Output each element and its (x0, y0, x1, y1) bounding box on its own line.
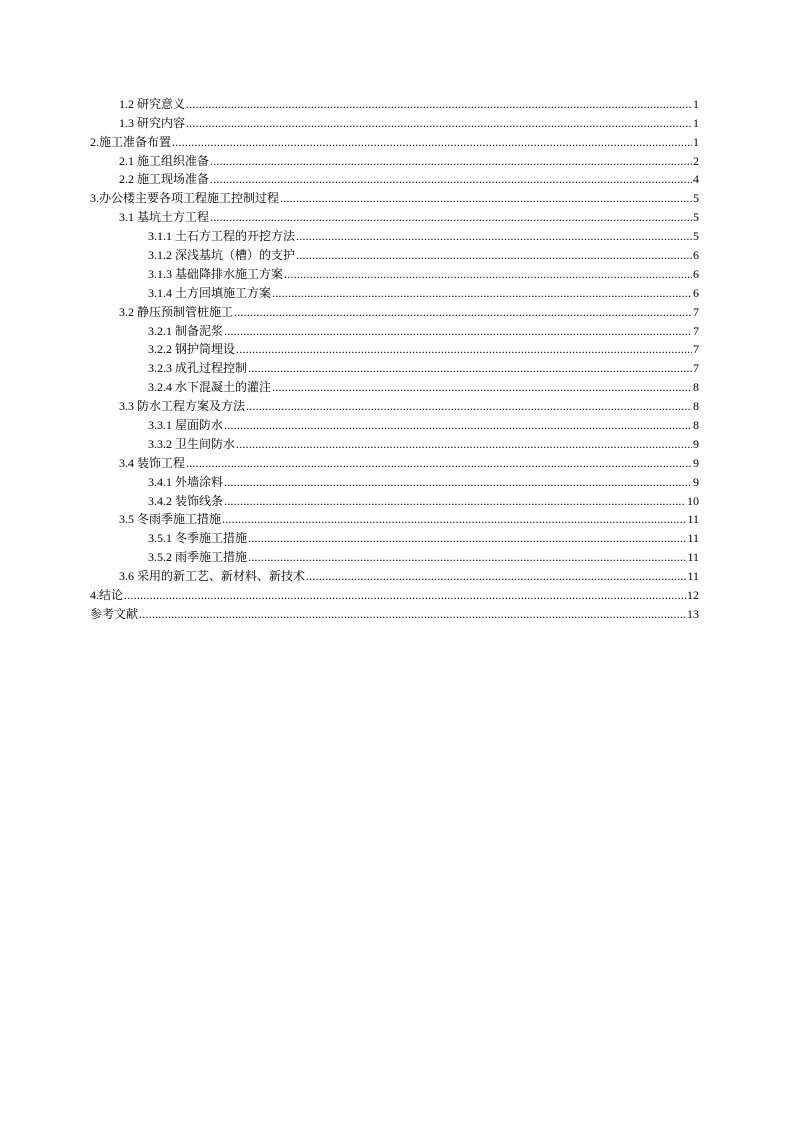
toc-entry[interactable] (90, 375, 699, 394)
toc-entry-title: 3.5.1 冬季施工措施 (148, 531, 248, 546)
toc-entry-title: 2.2 施工现场准备 (119, 172, 210, 187)
toc-entry-page-number: 8 (693, 380, 699, 395)
toc-entry-title: 3.2.2 钢护筒埋设 (148, 342, 236, 357)
toc-entry[interactable] (90, 262, 699, 281)
toc-dot-leader (284, 267, 692, 281)
toc-entry-page-number: 11 (687, 512, 699, 527)
toc-entry-title: 3.3.1 屋面防水 (148, 418, 224, 433)
toc-dot-leader (296, 229, 692, 243)
toc-dot-leader (224, 418, 692, 432)
toc-entry-page-number: 11 (687, 550, 699, 565)
toc-entry[interactable] (90, 300, 699, 319)
toc-dot-leader (234, 305, 692, 319)
toc-entry-title: 3.2.4 水下混凝土的灌注 (148, 380, 272, 395)
toc-dot-leader (248, 361, 692, 375)
toc-dot-leader (272, 286, 692, 300)
toc-entry[interactable] (90, 545, 699, 564)
toc-entry[interactable] (90, 243, 699, 262)
toc-dot-leader (246, 399, 692, 413)
toc-entry-title: 3.4 装饰工程 (119, 455, 186, 470)
toc-entry[interactable] (90, 470, 699, 489)
toc-entry[interactable] (90, 130, 699, 149)
toc-entry-title: 3.2.1 制备泥浆 (148, 323, 224, 338)
toc-dot-leader (236, 342, 692, 356)
toc-entry[interactable] (90, 602, 699, 621)
toc-entry-page-number: 11 (687, 531, 699, 546)
toc-dot-leader (210, 172, 692, 186)
toc-entry-title: 3.5 冬雨季施工措施 (119, 512, 222, 527)
toc-entry[interactable] (90, 451, 699, 470)
toc-entry-title: 3.1 基坑土方工程 (119, 210, 210, 225)
toc-dot-leader (296, 248, 692, 262)
toc-entry-page-number: 7 (693, 342, 699, 357)
toc-entry[interactable] (90, 186, 699, 205)
toc-entry[interactable] (90, 413, 699, 432)
toc-dot-leader (224, 475, 692, 489)
toc-entry[interactable] (90, 526, 699, 545)
table-of-contents (90, 92, 699, 621)
toc-entry-page-number: 10 (687, 493, 699, 508)
toc-entry-page-number: 7 (693, 361, 699, 376)
toc-entry[interactable] (90, 319, 699, 338)
toc-entry-page-number: 13 (687, 606, 699, 621)
toc-dot-leader (124, 588, 686, 602)
toc-entry-title: 1.3 研究内容 (119, 115, 186, 130)
toc-entry-page-number: 8 (693, 399, 699, 414)
toc-entry-title: 3.6 采用的新工艺、新材料、新技术 (119, 569, 306, 584)
toc-entry[interactable] (90, 92, 699, 111)
toc-entry[interactable] (90, 564, 699, 583)
toc-dot-leader (306, 569, 686, 583)
toc-entry-title: 3.3.2 卫生间防水 (148, 436, 236, 451)
toc-entry-page-number: 6 (693, 285, 699, 300)
toc-entry[interactable] (90, 583, 699, 602)
toc-dot-leader (210, 154, 692, 168)
toc-entry-page-number: 1 (693, 115, 699, 130)
toc-entry-title: 3.1.1 土石方工程的开挖方法 (148, 229, 296, 244)
toc-entry-page-number: 5 (693, 210, 699, 225)
toc-entry-page-number: 8 (693, 418, 699, 433)
toc-dot-leader (222, 512, 686, 526)
toc-entry-page-number: 4 (693, 172, 699, 187)
toc-entry-page-number: 1 (693, 134, 699, 149)
toc-entry[interactable] (90, 149, 699, 168)
toc-entry-title: 参考文献 (90, 606, 139, 621)
toc-dot-leader (280, 191, 692, 205)
toc-entry-page-number: 1 (693, 96, 699, 111)
toc-dot-leader (210, 210, 692, 224)
toc-entry[interactable] (90, 281, 699, 300)
toc-entry-page-number: 11 (687, 569, 699, 584)
toc-entry-title: 2.施工准备布置 (90, 134, 172, 149)
toc-dot-leader (186, 456, 692, 470)
toc-entry[interactable] (90, 338, 699, 357)
toc-entry[interactable] (90, 489, 699, 508)
toc-entry[interactable] (90, 394, 699, 413)
toc-entry-page-number: 5 (693, 229, 699, 244)
toc-entry-title: 3.1.3 基础降排水施工方案 (148, 266, 284, 281)
toc-entry-title: 3.5.2 雨季施工措施 (148, 550, 248, 565)
toc-entry-title: 1.2 研究意义 (119, 96, 186, 111)
toc-dot-leader (186, 116, 692, 130)
toc-dot-leader (236, 437, 692, 451)
toc-entry-title: 2.1 施工组织准备 (119, 153, 210, 168)
toc-entry[interactable] (90, 224, 699, 243)
toc-entry-title: 3.3 防水工程方案及方法 (119, 399, 246, 414)
toc-entry-title: 3.2.3 成孔过程控制 (148, 361, 248, 376)
toc-entry-title: 3.1.4 土方回填施工方案 (148, 285, 272, 300)
toc-dot-leader (186, 97, 692, 111)
toc-entry[interactable] (90, 205, 699, 224)
toc-dot-leader (224, 324, 692, 338)
toc-entry-page-number: 7 (693, 304, 699, 319)
toc-entry-page-number: 12 (687, 588, 699, 603)
toc-entry-title: 3.2 静压预制管桩施工 (119, 304, 234, 319)
toc-entry[interactable] (90, 356, 699, 375)
toc-dot-leader (272, 380, 692, 394)
toc-entry-page-number: 6 (693, 248, 699, 263)
toc-entry[interactable] (90, 111, 699, 130)
toc-entry-title: 3.1.2 深浅基坑（槽）的支护 (148, 248, 296, 263)
toc-entry-page-number: 9 (693, 474, 699, 489)
toc-entry-page-number: 7 (693, 323, 699, 338)
toc-entry[interactable] (90, 168, 699, 187)
toc-entry-title: 3.4.2 装饰线条 (148, 493, 224, 508)
toc-entry-page-number: 6 (693, 266, 699, 281)
toc-entry-page-number: 9 (693, 455, 699, 470)
toc-entry-title: 3.办公楼主要各项工程施工控制过程 (90, 191, 280, 206)
toc-dot-leader (248, 531, 686, 545)
toc-dot-leader (224, 494, 686, 508)
toc-entry[interactable] (90, 508, 699, 527)
toc-entry-title: 3.4.1 外墙涂料 (148, 474, 224, 489)
toc-dot-leader (172, 135, 692, 149)
toc-entry-title: 4.结论 (90, 588, 124, 603)
toc-entry-page-number: 9 (693, 436, 699, 451)
toc-entry-page-number: 5 (693, 191, 699, 206)
toc-dot-leader (139, 607, 686, 621)
toc-entry-page-number: 2 (693, 153, 699, 168)
toc-entry[interactable] (90, 432, 699, 451)
toc-dot-leader (248, 550, 686, 564)
